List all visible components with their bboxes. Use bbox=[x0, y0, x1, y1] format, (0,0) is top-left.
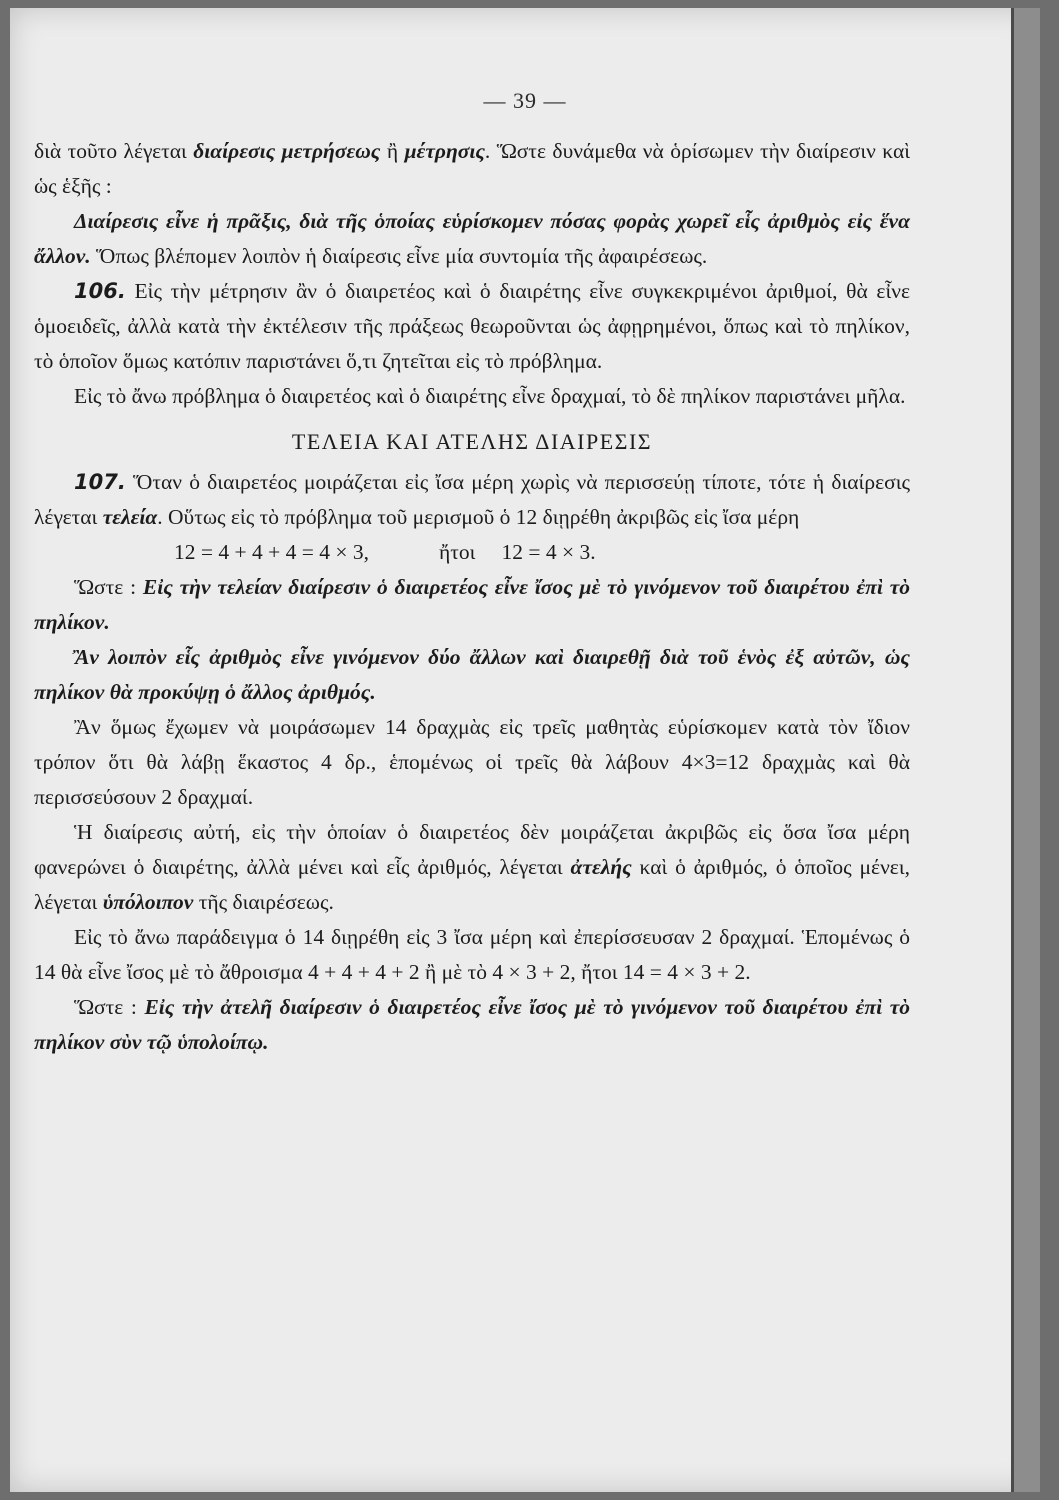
term-imperfect: ἀτελής bbox=[570, 855, 632, 879]
text-span: ἢ bbox=[380, 139, 405, 163]
paragraph-imperfect-definition bbox=[34, 815, 910, 920]
formula-left: 12 = 4 + 4 + 4 = 4 × 3, bbox=[174, 540, 370, 564]
page-body bbox=[34, 134, 910, 1060]
text-span: Ὥστε : bbox=[74, 575, 143, 599]
paragraph-imperfect-example bbox=[34, 710, 910, 815]
term-measurement-division: διαίρεσις μετρήσεως bbox=[193, 139, 381, 163]
text-span: Ὥστε : bbox=[74, 995, 145, 1019]
text-span: Ἡ διαίρεσις αὐτή, εἰς τὴν ὁποίαν ὁ διαιρετέος δὲν μοιράζεται ἀκριβῶς εἰς ὅσα ἴσα μέρη φανερώνει ὁ διαιρέτης, ἀλλὰ μένει καὶ εἷς ἀριθμός, λέγεται bbox=[34, 820, 910, 879]
term-measurement: μέτρησις bbox=[404, 139, 485, 163]
text-span: Εἰς τὸ ἄνω παράδειγμα ὁ 14 διῃρέθη εἰς 3 ἴσα μέρη καὶ ἐπερίσσευσαν 2 δραχμαί. Ἑπομένως ὁ 14 θὰ εἶνε ἴσος μὲ τὸ ἄθροισμα 4 + 4 + 4 + 2 ἢ μὲ τὸ 4 × 3 + 2, ἤτοι 14 = 4 × 3 + 2. bbox=[34, 925, 910, 984]
page-edge-shadow bbox=[1014, 8, 1040, 1492]
division-definition: Διαίρεσις εἶνε ἡ πρᾶξις, διὰ τῆς ὁποίας εὑρίσκομεν πόσας φορὰς χωρεῖ εἷς ἀριθμὸς εἰς ἕνα ἄλλον. bbox=[34, 209, 910, 268]
text-span: Εἰς τὴν μέτρησιν ἂν ὁ διαιρετέος καὶ ὁ διαιρέτης εἶνε συγκεκριμένοι ἀριθμοί, θὰ εἶνε ὁμοειδεῖς, ἀλλὰ κατὰ τὴν ἐκτέλεσιν τῆς πράξεως θεωροῦνται ὡς ἀφῃρημένοι, ὅπως καὶ τὸ πηλίκον, τὸ ὁποῖον ὅμως κατόπιν παριστάνει ὅ,τι ζητεῖται εἰς τὸ πρόβλημα. bbox=[34, 279, 910, 373]
text-span: Ἂν ὅμως ἔχωμεν νὰ μοιράσωμεν 14 δραχμὰς εἰς τρεῖς μαθητὰς εὑρίσκομεν κατὰ τὸν ἴδιον τρόπον ὅτι θὰ λάβῃ ἕκαστος 4 δρ., ἑπομένως οἱ τρεῖς θὰ λάβουν 4×3=12 δραχμὰς καὶ θὰ περισσεύσουν 2 δραχμαί. bbox=[34, 715, 910, 809]
section-number-106: 106. bbox=[74, 279, 126, 303]
text-span: . Ὥστε δυνάμεθα νὰ ὁρίσωμεν τὴν διαίρεσιν καὶ ὡς ἑξῆς : bbox=[34, 139, 910, 198]
paragraph-perfect-rule bbox=[34, 570, 910, 640]
formula-conjunction: ἤτοι bbox=[439, 540, 476, 564]
paragraph-107 bbox=[34, 465, 910, 535]
page-number: — 39 — bbox=[483, 88, 567, 113]
paragraph-division-definition bbox=[34, 204, 910, 274]
text-span: Ὅταν ὁ διαιρετέος μοιράζεται εἰς ἴσα μέρη χωρὶς νὰ περισσεύῃ τίποτε, τότε ἡ διαίρεσις λέγεται bbox=[34, 470, 910, 529]
imperfect-division-rule: Εἰς τὴν ἀτελῆ διαίρεσιν ὁ διαιρετέος εἶνε ἴσος μὲ τὸ γινόμενον τοῦ διαιρέτου ἐπὶ τὸ πηλίκον σὺν τῷ ὑπολοίπῳ. bbox=[34, 995, 910, 1054]
formula-perfect-division bbox=[34, 535, 910, 570]
paragraph-remainder-example bbox=[34, 920, 910, 990]
text-span: Ὅπως βλέπομεν λοιπὸν ἡ διαίρεσις εἶνε μία συντομία τῆς ἀφαιρέσεως. bbox=[90, 244, 708, 268]
paragraph-example-note bbox=[34, 379, 910, 414]
text-span: . Οὕτως εἰς τὸ πρόβλημα τοῦ μερισμοῦ ὁ 12 διῃρέθη ἀκριβῶς εἰς ἴσα μέρη bbox=[157, 505, 800, 529]
paragraph-imperfect-rule bbox=[34, 990, 910, 1060]
text-span: τῆς διαιρέσεως. bbox=[193, 890, 334, 914]
term-perfect: τελεία bbox=[102, 505, 158, 529]
formula-right: 12 = 4 × 3. bbox=[501, 540, 596, 564]
text-span: διὰ τοῦτο λέγεται bbox=[34, 139, 194, 163]
section-heading: ΤΕΛΕΙΑ ΚΑΙ ΑΤΕΛΗΣ ΔΙΑΙΡΕΣΙΣ bbox=[291, 429, 653, 454]
section-number-107: 107. bbox=[74, 470, 126, 494]
paragraph-definition-intro bbox=[34, 134, 910, 204]
perfect-division-rule: Εἰς τὴν τελείαν διαίρεσιν ὁ διαιρετέος εἶνε ἴσος μὲ τὸ γινόμενον τοῦ διαιρέτου ἐπὶ τὸ πηλίκον. bbox=[34, 575, 910, 634]
paragraph-product-rule bbox=[34, 640, 910, 710]
text-span: καὶ ὁ ἀριθμός, ὁ ὁποῖος μένει, λέγεται bbox=[34, 855, 910, 914]
book-page bbox=[10, 8, 1040, 1492]
paragraph-106 bbox=[34, 274, 910, 379]
term-remainder: ὑπόλοιπον bbox=[102, 890, 194, 914]
text-span: Εἰς τὸ ἄνω πρόβλημα ὁ διαιρετέος καὶ ὁ διαιρέτης εἶνε δραχμαί, τὸ δὲ πηλίκον παριστάνει μῆλα. bbox=[74, 384, 906, 408]
product-rule: Ἂν λοιπὸν εἷς ἀριθμὸς εἶνε γινόμενον δύο ἄλλων καὶ διαιρεθῇ διὰ τοῦ ἑνὸς ἐξ αὐτῶν, ὡς πηλίκον θὰ προκύψῃ ὁ ἄλλος ἀριθμός. bbox=[34, 645, 910, 704]
